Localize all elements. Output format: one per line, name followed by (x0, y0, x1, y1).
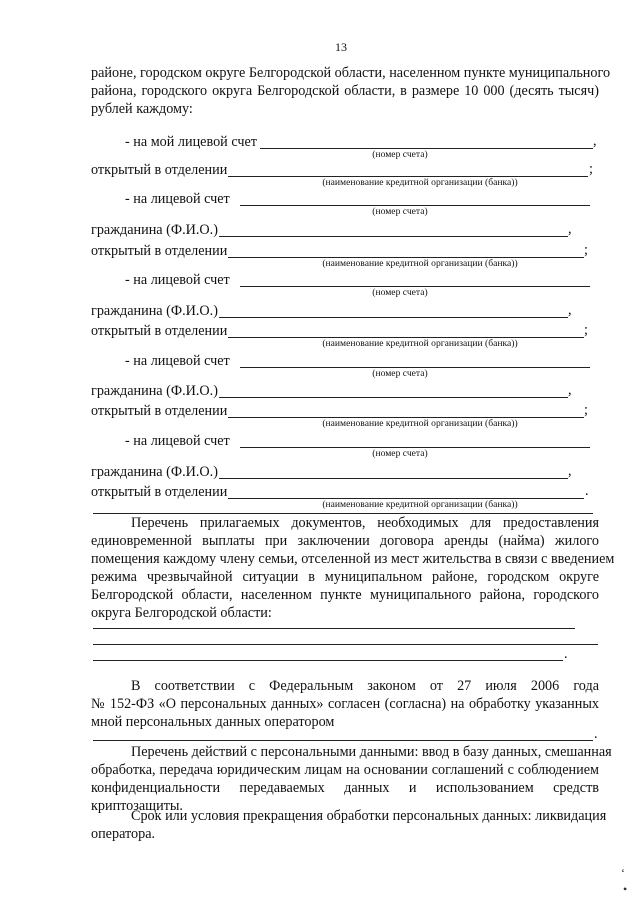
documents-blank-line (93, 644, 598, 645)
period: . (585, 483, 589, 499)
documents-end-period: . (564, 646, 568, 662)
bank-caption: (наименование кредитной организации (банка)) (322, 338, 518, 349)
actions-line-4: криптозащиты. (91, 798, 183, 814)
citizen-name-line (219, 317, 568, 318)
branch-label: открытый в отделении (91, 403, 228, 419)
intro-line-1: районе, городском округе Белгородской области, населенном пункте муниципального (91, 65, 611, 81)
documents-line-5: Белгородской области, населенном пункте муниципального района, городского (91, 587, 599, 603)
citizen-name-line (219, 236, 568, 237)
account-label: - на лицевой счет (125, 353, 230, 369)
consent-line-1: В соответствии с Федеральным законом от 27 июля 2006 года (131, 678, 599, 694)
bank-caption: (наименование кредитной организации (банка)) (322, 499, 518, 510)
semicolon: ; (584, 322, 588, 338)
documents-line-2: единовременной выплаты при заключении договора аренды (найма) жилого (91, 533, 599, 549)
comma: , (568, 382, 572, 398)
scan-mark: ‘ (621, 866, 625, 880)
comma: , (593, 133, 597, 149)
actions-line-2: обработка, передача юридическим лицам на основании соглашений с соблюдением (91, 762, 599, 778)
page-number: 13 (335, 40, 347, 54)
branch-label: открытый в отделении (91, 162, 228, 178)
bank-caption: (наименование кредитной организации (банка)) (322, 418, 518, 429)
citizen-label: гражданина (Ф.И.О.) (91, 222, 218, 238)
citizen-name-line (219, 478, 568, 479)
citizen-label: гражданина (Ф.И.О.) (91, 464, 218, 480)
branch-label: открытый в отделении (91, 484, 228, 500)
documents-line-3: помещения каждому члену семьи, отселенной из мест жительства в связи с введением (91, 551, 615, 567)
scan-mark: • (623, 882, 628, 896)
intro-line-2: района, городского округа Белгородской области, в размере 10 000 (десять тысяч) (91, 83, 599, 99)
semicolon: ; (584, 402, 588, 418)
documents-line-1: Перечень прилагаемых документов, необходимых для предоставления (131, 515, 599, 531)
documents-line-4: режима чрезвычайной ситуации в муниципальном районе, городском округе (91, 569, 599, 585)
bank-caption: (наименование кредитной организации (банка)) (322, 177, 518, 188)
actions-line-1: Перечень действий с персональными данными: ввод в базу данных, смешанная (131, 744, 612, 760)
account-label: - на лицевой счет (125, 272, 230, 288)
account-number-caption: (номер счета) (372, 206, 428, 217)
branch-label: открытый в отделении (91, 243, 228, 259)
consent-line-3: мной персональных данных оператором (91, 714, 335, 730)
semicolon: ; (589, 161, 593, 177)
operator-blank-line (93, 740, 593, 741)
consent-line-2: № 152-ФЗ «О персональных данных» согласен (согласна) на обработку указанных (91, 696, 599, 712)
account-number-caption: (номер счета) (372, 448, 428, 459)
consent-end-period: . (594, 726, 598, 742)
actions-line-3: конфиденциальности передаваемых данных и использованием средств (91, 780, 599, 796)
bank-caption: (наименование кредитной организации (банка)) (322, 258, 518, 269)
documents-blank-line (93, 628, 575, 629)
account-number-caption: (номер счета) (372, 149, 428, 160)
account-label: - на лицевой счет (125, 433, 230, 449)
comma: , (568, 302, 572, 318)
separator-line (93, 513, 593, 514)
own-account-label: - на мой лицевой счет (125, 134, 257, 150)
comma: , (568, 463, 572, 479)
account-number-caption: (номер счета) (372, 368, 428, 379)
comma: , (568, 221, 572, 237)
account-number-caption: (номер счета) (372, 287, 428, 298)
documents-line-6: округа Белгородской области: (91, 605, 272, 621)
termination-line-1: Срок или условия прекращения обработки персональных данных: ликвидация (131, 808, 607, 824)
citizen-label: гражданина (Ф.И.О.) (91, 383, 218, 399)
documents-blank-line (93, 660, 563, 661)
citizen-label: гражданина (Ф.И.О.) (91, 303, 218, 319)
citizen-name-line (219, 397, 568, 398)
termination-line-2: оператора. (91, 826, 156, 842)
semicolon: ; (584, 242, 588, 258)
branch-label: открытый в отделении (91, 323, 228, 339)
intro-line-3: рублей каждому: (91, 101, 193, 117)
account-label: - на лицевой счет (125, 191, 230, 207)
